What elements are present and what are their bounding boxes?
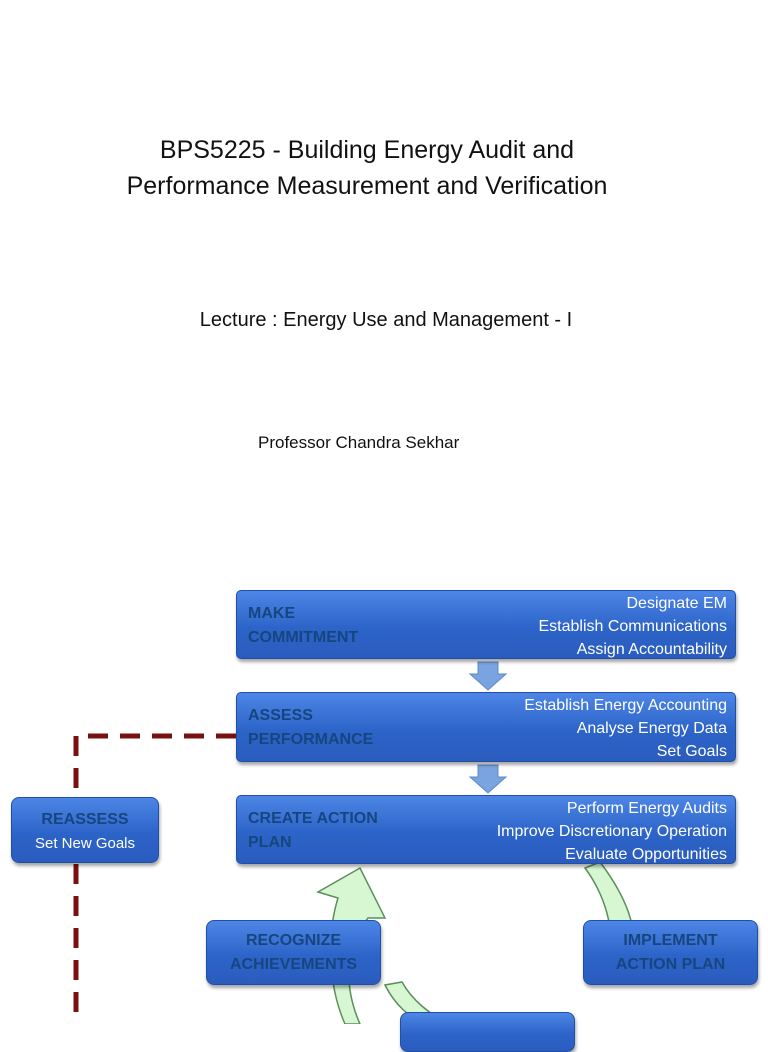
step-item: Establish Energy Accounting: [524, 697, 727, 714]
recognize-achievements-box[interactable]: [206, 920, 381, 985]
title-line-2: Performance Measurement and Verification: [126, 172, 608, 200]
step-label: MAKE COMMITMENT: [248, 605, 359, 646]
step-label: CREATE ACTION PLAN: [248, 810, 378, 851]
step-assess-performance[interactable]: [236, 692, 736, 762]
recognize-label: RECOGNIZE ACHIEVEMENTS: [229, 932, 358, 973]
step-items: [497, 797, 727, 866]
lecture-subtitle: Lecture : Energy Use and Management - I: [199, 309, 573, 331]
reassess-box[interactable]: [11, 797, 159, 863]
step-item: Assign Accountability: [576, 641, 727, 658]
down-arrow-1: [470, 662, 506, 690]
implement-label: IMPLEMENT ACTION PLAN: [615, 932, 726, 973]
step-label: ASSESS PERFORMANCE: [248, 707, 374, 748]
presenter-name: Professor Chandra Sekhar: [258, 433, 460, 452]
step-items: [524, 694, 727, 763]
step-item: Establish Communications: [538, 618, 727, 635]
step-item: Evaluate Opportunities: [565, 846, 727, 863]
reassess-title: REASSESS: [41, 811, 129, 828]
step-item: Improve Discretionary Operation: [496, 823, 727, 840]
down-arrow-2: [470, 765, 506, 793]
step-create-action-plan[interactable]: [236, 795, 736, 864]
title-line-1: BPS5225 - Building Energy Audit and: [159, 136, 575, 164]
cycle-bottom-box[interactable]: [400, 1012, 575, 1052]
implement-action-plan-box[interactable]: [583, 920, 758, 985]
step-item: Analyse Energy Data: [576, 720, 727, 737]
step-make-commitment[interactable]: [236, 590, 736, 659]
step-item: Perform Energy Audits: [566, 800, 727, 817]
step-items: [538, 592, 727, 661]
step-item: Set Goals: [656, 743, 727, 760]
reassess-subtitle: Set New Goals: [34, 835, 136, 852]
step-item: Designate EM: [626, 595, 727, 612]
